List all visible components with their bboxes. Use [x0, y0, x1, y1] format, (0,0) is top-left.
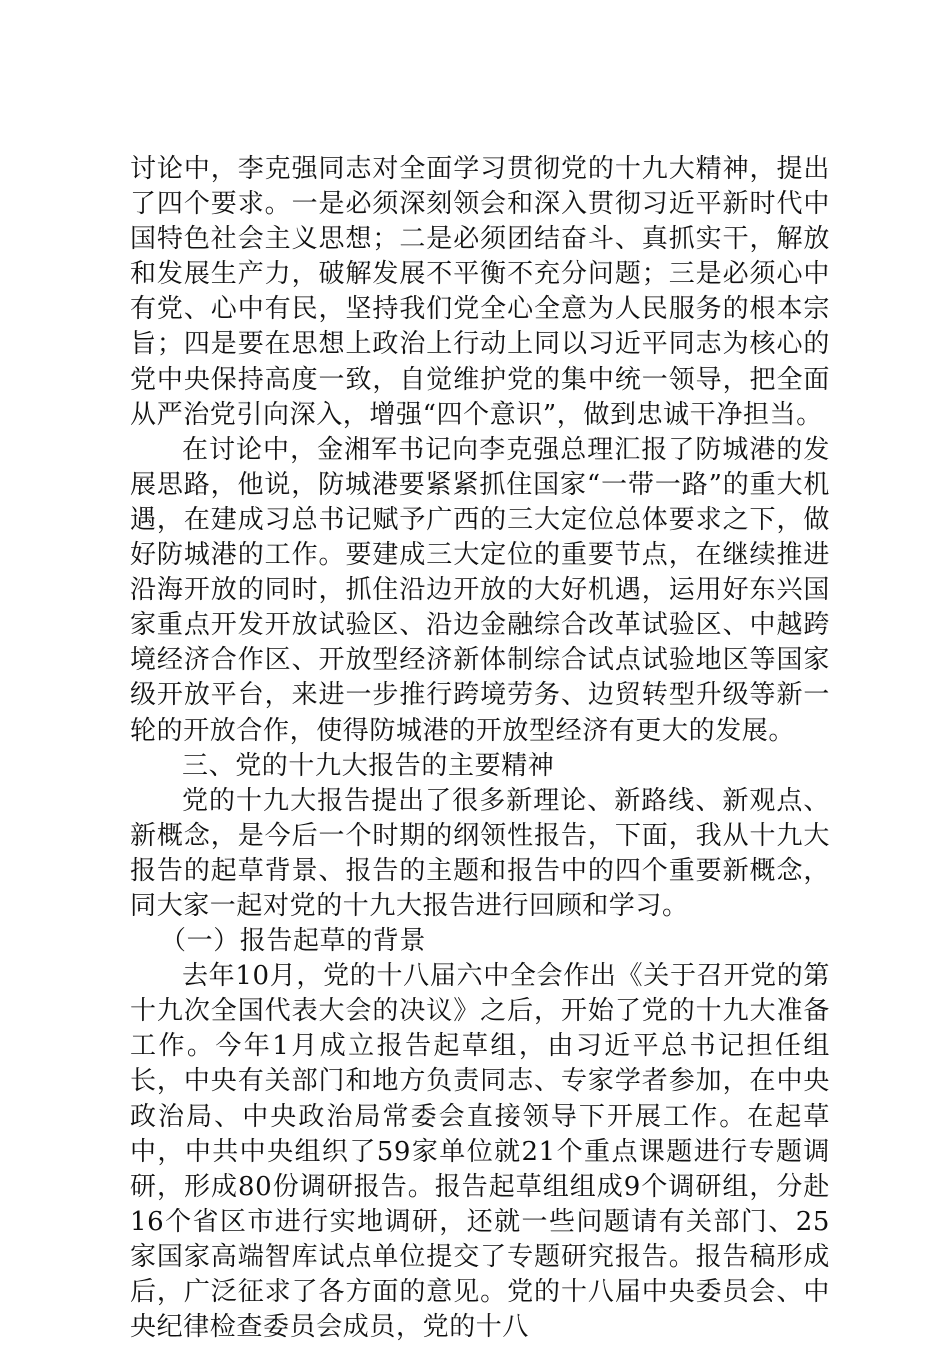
paragraph-fangchenggang-development: 在讨论中，金湘军书记向李克强总理汇报了防城港的发展思路，他说，防城港要紧紧抓住国家“一带一路”的重大机遇，在建成习总书记赋予广西的三大定位总体要求之下，做好防城港的工作。要建成三大定位的重要节点，在继续推进沿海开放的同时，抓住沿边开放的大好机遇，运用好东兴国家重点开发开放试验区、沿边金融综合改革试验区、中越跨境经济合作区、开放型经济新体制综合试点试验地区等国家级开放平台，来进一步推行跨境劳务、边贸转型升级等新一轮的开放合作，使得防城港的开放型经济有更大的发展。: [130, 434, 830, 746]
section-heading-main-spirit: 三、党的十九大报告的主要精神: [182, 750, 555, 781]
document-body: [130, 152, 830, 1345]
paragraph-li-keqiang-requirements: 讨论中，李克强同志对全面学习贯彻党的十九大精神，提出了四个要求。一是必须深刻领会和深入贯彻习近平新时代中国特色社会主义思想；二是必须团结奋斗、真抓实干，解放和发展生产力，破解发展不平衡不充分问题；三是必须心中有党、心中有民，坚持我们党全心全意为人民服务的根本宗旨；四是要在思想上政治上行动上同以习近平同志为核心的党中央保持高度一致，自觉维护党的集中统一领导，把全面从严治党引向深入，增强“四个意识”，做到忠诚干净担当。: [130, 154, 830, 430]
paragraph-report-overview: 党的十九大报告提出了很多新理论、新路线、新观点、新概念，是今后一个时期的纲领性报告，下面，我从十九大报告的起草背景、报告的主题和报告中的四个重要新概念，同大家一起对党的十九大报告进行回顾和学习。: [130, 785, 830, 921]
subsection-heading-drafting-background: （一）报告起草的背景: [160, 926, 427, 957]
paragraph-drafting-background: 去年10月，党的十八届六中全会作出《关于召开党的第十九次全国代表大会的决议》之后，开始了党的十九大准备工作。今年1月成立报告起草组，由习近平总书记担任组长，中央有关部门和地方负责同志、专家学者参加，在中央政治局、中央政治局常委会直接领导下开展工作。在起草中，中共中央组织了59家单位就21个重点课题进行专题调研，形成80份调研报告。报告起草组组成9个调研组，分赴16个省区市进行实地调研，还就一些问题请有关部门、25家国家高端智库试点单位提交了专题研究报告。报告稿形成后，广泛征求了各方面的意见。党的十八届中央委员会、中央纪律检查委员会成员，党的十八: [130, 961, 830, 1343]
